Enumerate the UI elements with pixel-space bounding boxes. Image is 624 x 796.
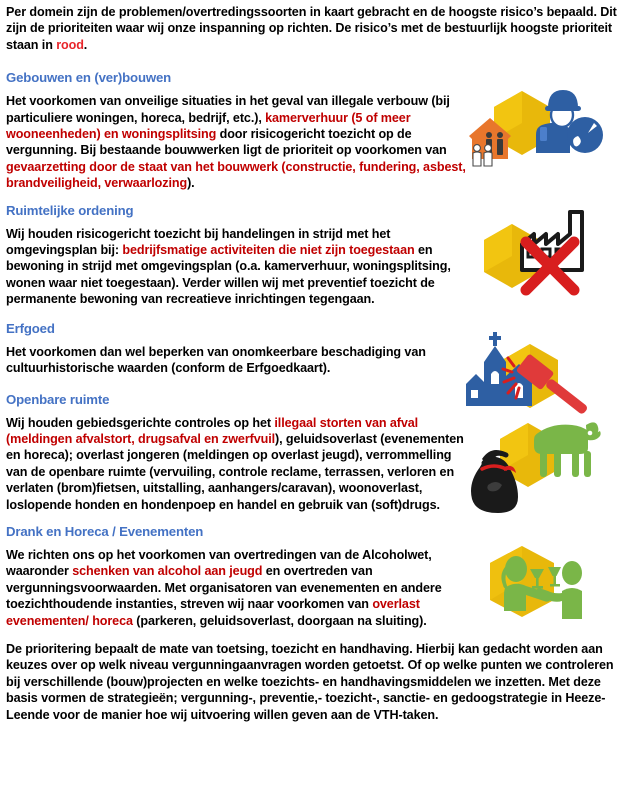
factory-crossed-out-hexagon-icon: [464, 204, 604, 312]
outro-paragraph: De prioritering bepaalt de mate van toetsing, toezicht en handhaving. Hierbij kan gedacht worden aan keuzes over op welk niveau vergunningaanvragen worden getoetst. Of op welke punten we controleren bij verschillende (bouw)projecten en welke toezichts- en handhavingsmiddelen we inzetten. Met deze basis vormen de strategieën; vergunning-, preventie,- toezicht-, sanctie- en gedoogstrategie in Heeze-Leende voor de manier hoe wij uitvoering willen geven aan de VTH-taken.: [6, 641, 614, 722]
section-body-drank-en-horeca: [6, 547, 476, 629]
section-ruimtelijke-ordening: [6, 202, 618, 308]
section-body-erfgoed: [6, 344, 476, 377]
text-run: Wij houden gebiedsgerichte controles op het: [6, 415, 275, 430]
section-body-openbare-ruimte: [6, 415, 476, 513]
text-run: Wij houden risicogericht toezicht bij handelingen in strijd met het omgevingsplan bij:: [6, 226, 391, 258]
text-run-red: gevaarzetting door de staat van het bouwwerk (constructie, fundering, asbest, brandveiligheid, verwaarlozing: [6, 159, 466, 191]
section-heading-erfgoed: Erfgoed: [6, 320, 55, 336]
text-run-red: bedrijfsmatige activiteiten die niet zijn toegestaan: [122, 243, 415, 258]
section-heading-ruimtelijke-ordening: Ruimtelijke ordening: [6, 202, 134, 218]
text-run: Het voorkomen van onveilige situaties in het geval van illegale verbouw (bij particuliere woningen, horeca, bedrijf, etc.),: [6, 94, 450, 125]
text-run-red: illegaal storten van afval (meldingen afvalstort, drugsafval en zwerfvuil: [6, 415, 419, 446]
text-run: ).: [187, 176, 195, 191]
text-run: door risicogericht toezicht op de vergunning. Bij bestaande bouwwerken ligt de prioriteit op voorkomen van: [6, 127, 447, 158]
heading-sub: Evenementen: [119, 523, 204, 539]
section-body-gebouwen: [6, 93, 476, 191]
text-run-red: kamerverhuur (5 of meer wooneenheden) en woningsplitsing: [6, 110, 411, 142]
text-run: en overtreden van vergunningsvoorwaarden. Met organisatoren van evenementen en andere toezichthoudende instanties, streven wij naar voorkomen van: [6, 564, 442, 612]
heading-main: Drank en Horeca: [6, 523, 109, 539]
intro-paragraph: [6, 4, 618, 53]
section-gebouwen-en-verbouwen: [6, 69, 618, 191]
garbage-bag-dog-hexagon-icon: [464, 411, 604, 519]
construction-worker-hexagon-icon: [468, 75, 608, 183]
section-drank-en-horeca: [6, 523, 618, 629]
section-erfgoed: [6, 320, 618, 377]
text-run: Het voorkomen dan wel beperken van onomkeerbare beschadiging van cultuurhistorische waarden (conform de Erfgoedkaart).: [6, 344, 426, 376]
text-run-red: schenken van alcohol aan jeugd: [72, 564, 263, 579]
section-body-ruimtelijke-ordening: [6, 226, 476, 308]
toasting-people-hexagon-icon: [462, 531, 602, 639]
section-heading-drank-en-horeca: [6, 523, 618, 540]
intro-text: Per domein zijn de problemen/overtredingssoorten in kaart gebracht en de hoogste risico’s bepaald. Dit zijn de prioriteiten waar wij onze inspanning op richten. De risico’s met de bestuurlijk hoogste prioriteit staan in: [6, 5, 617, 52]
intro-highlight-rood: rood: [56, 37, 84, 52]
text-run: We richten ons op het voorkomen van overtredingen van de Alcoholwet, waaronder: [6, 547, 432, 579]
section-heading-openbare-ruimte: Openbare ruimte: [6, 391, 110, 407]
text-run: en bewoning in strijd met omgevingsplan (o.a. kamerverhuur, woningsplitsing, wonen waar niet toegestaan). Verder willen wij met preventief toezicht de permanente bewoning van recreatieve inrichtingen tegengaan.: [6, 243, 451, 307]
heading-separator: /: [108, 523, 120, 539]
section-openbare-ruimte: [6, 391, 618, 513]
text-run: (parkeren, geluidsoverlast, doorgaan na sluiting).: [132, 613, 427, 628]
text-run: ), geluidsoverlast (evenementen en horeca); overlast jongeren (meldingen op overlast jeugd), verrommelling van de openbare ruimte (vervuiling, controle reclame, terrassen, verloren en verlaten (brom)fietsen, uitstalling, aanhangers/caravan), woonoverlast, loslopende honden en hondenpoep en handel en gebruik van (soft)drugs.: [6, 431, 464, 512]
text-run-red: overlast evenementen/ horeca: [6, 597, 420, 628]
intro-tail: .: [83, 37, 88, 52]
section-heading-gebouwen: Gebouwen en (ver)bouwen: [6, 70, 172, 86]
